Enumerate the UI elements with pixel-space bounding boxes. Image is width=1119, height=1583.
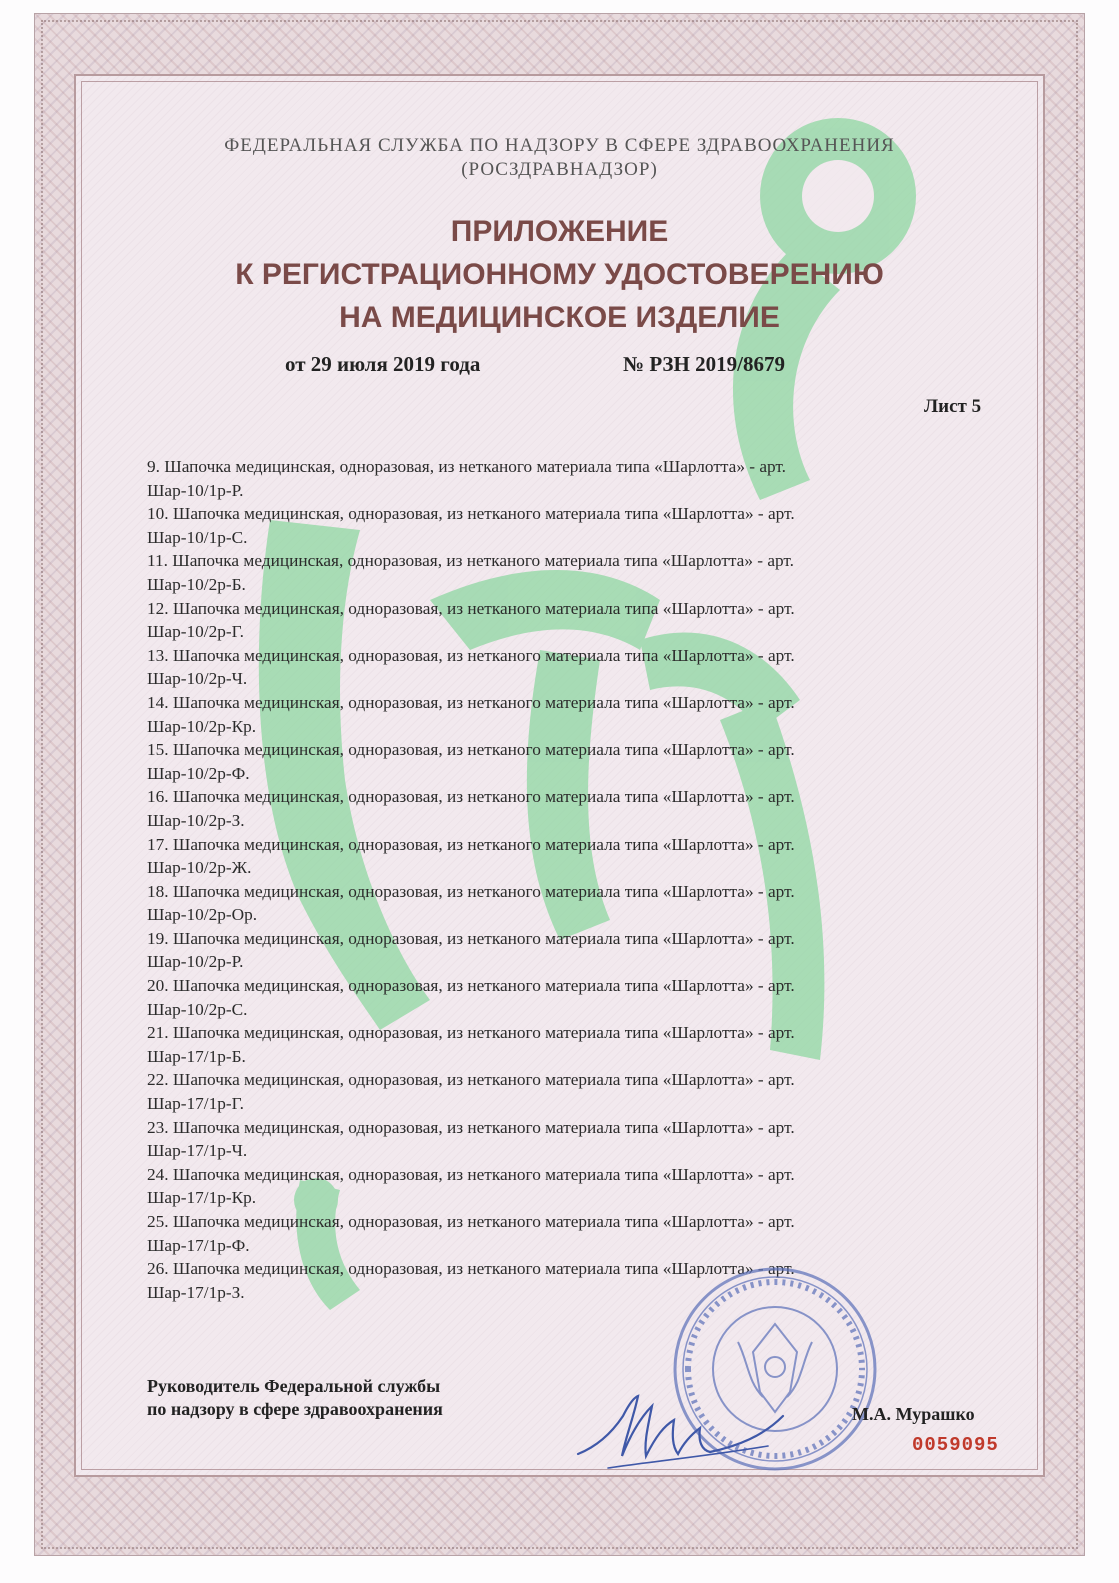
signatory-title-line-1: Руководитель Федеральной службы (147, 1376, 441, 1396)
list-item: 25. Шапочка медицинская, одноразовая, из нетканого материала типа «Шарлотта» - арт. Шар-17/1р-Ф. (147, 1212, 795, 1255)
registration-number: № РЗН 2019/8679 (623, 352, 785, 376)
agency-abbreviation: (РОСЗДРАВНАДЗОР) (461, 159, 658, 180)
list-item: 19. Шапочка медицинская, одноразовая, из нетканого материала типа «Шарлотта» - арт. Шар-10/2р-Р. (147, 928, 795, 972)
list-item: 24. Шапочка медицинская, одноразовая, из нетканого материала типа «Шарлотта» - арт. Шар-17/1р-Кр. (147, 1164, 795, 1208)
list-item: 21. Шапочка медицинская, одноразовая, из нетканого материала типа «Шарлотта» - арт. Шар-17/1р-Б. (147, 1023, 795, 1066)
title-line-3: НА МЕДИЦИНСКОЕ ИЗДЕЛИЕ (339, 301, 780, 334)
list-item: 16. Шапочка медицинская, одноразовая, из нетканого материала типа «Шарлотта» - арт. Шар-10/2р-З. (147, 787, 795, 830)
title-line-2: К РЕГИСТРАЦИОННОМУ УДОСТОВЕРЕНИЮ (235, 258, 884, 291)
list-item: 22. Шапочка медицинская, одноразовая, из нетканого материала типа «Шарлотта» - арт. Шар-17/1р-Г. (147, 1070, 795, 1114)
serial-number: 0059095 (912, 1434, 999, 1456)
list-item: 14. Шапочка медицинская, одноразовая, из нетканого материала типа «Шарлотта» - арт. Шар-10/2р-Кр. (147, 692, 795, 736)
list-item: 11. Шапочка медицинская, одноразовая, из нетканого материала типа «Шарлотта» - арт. Шар-10/2р-Б. (147, 551, 795, 594)
list-item: 26. Шапочка медицинская, одноразовая, из нетканого материала типа «Шарлотта» - арт. Шар-17/1р-З. (147, 1259, 795, 1302)
product-list (147, 455, 1007, 1304)
issue-date: от 29 июля 2019 года (285, 352, 481, 376)
list-item: 10. Шапочка медицинская, одноразовая, из нетканого материала типа «Шарлотта» - арт. Шар-10/1р-С. (147, 504, 795, 547)
signatory-name: М.А. Мурашко (852, 1404, 975, 1424)
list-item: 12. Шапочка медицинская, одноразовая, из нетканого материала типа «Шарлотта» - арт. Шар-10/2р-Г. (147, 598, 795, 642)
signatory-title (147, 1375, 443, 1421)
signatory-title-line-2: по надзору в сфере здравоохранения (147, 1399, 443, 1419)
list-item: 23. Шапочка медицинская, одноразовая, из нетканого материала типа «Шарлотта» - арт. Шар-17/1р-Ч. (147, 1117, 795, 1161)
list-item: 9. Шапочка медицинская, одноразовая, из нетканого материала типа «Шарлотта» - арт. Шар-10/1р-Р. (147, 457, 787, 500)
list-item: 18. Шапочка медицинская, одноразовая, из нетканого материала типа «Шарлотта» - арт. Шар-10/2р-Ор. (147, 881, 795, 925)
handwritten-signature-icon (568, 1376, 788, 1486)
list-item: 15. Шапочка медицинская, одноразовая, из нетканого материала типа «Шарлотта» - арт. Шар-10/2р-Ф. (147, 740, 795, 783)
document-title (110, 210, 1009, 339)
list-item: 17. Шапочка медицинская, одноразовая, из нетканого материала типа «Шарлотта» - арт. Шар-10/2р-Ж. (147, 834, 795, 878)
sheet-number: Лист 5 (924, 396, 982, 417)
agency-name: ФЕДЕРАЛЬНАЯ СЛУЖБА ПО НАДЗОРУ В СФЕРЕ ЗДРАВООХРАНЕНИЯ (224, 135, 895, 156)
list-item: 13. Шапочка медицинская, одноразовая, из нетканого материала типа «Шарлотта» - арт. Шар-10/2р-Ч. (147, 645, 795, 689)
list-item: 20. Шапочка медицинская, одноразовая, из нетканого материала типа «Шарлотта» - арт. Шар-10/2р-С. (147, 976, 795, 1019)
agency-header (120, 134, 999, 182)
title-line-1: ПРИЛОЖЕНИЕ (450, 215, 669, 248)
